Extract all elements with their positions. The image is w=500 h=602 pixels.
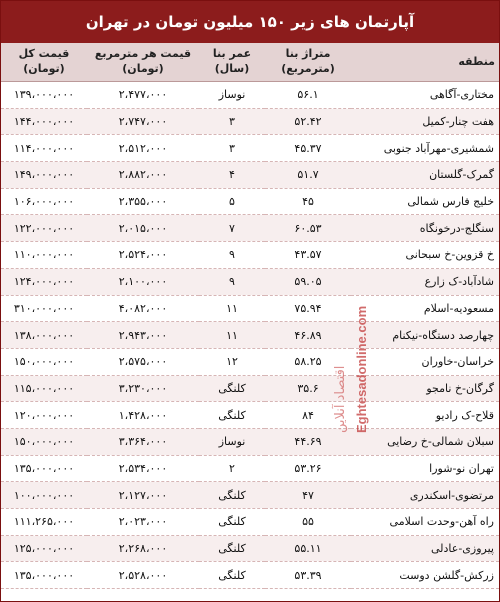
table-row	[1, 322, 499, 349]
cell-age: ۱۱	[199, 295, 265, 322]
cell-price-per-m2: ۲،۰۲۳،۰۰۰	[87, 509, 199, 536]
header-price-per-m2: قیمت هر مترمربع (تومان)	[87, 43, 199, 82]
cell-price-per-m2: ۳،۳۶۴،۰۰۰	[87, 428, 199, 455]
cell-price-per-m2: ۲،۲۶۸،۰۰۰	[87, 535, 199, 562]
cell-size: ۵۵	[265, 509, 351, 536]
cell-price-per-m2: ۲،۸۸۲،۰۰۰	[87, 162, 199, 189]
cell-total-price: ۱۴۴،۰۰۰،۰۰۰	[1, 108, 87, 135]
table-row	[1, 188, 499, 215]
cell-size: ۴۶.۸۹	[265, 322, 351, 349]
cell-price-per-m2: ۲،۵۲۸،۰۰۰	[87, 562, 199, 589]
cell-age: ۱۲	[199, 348, 265, 375]
cell-size: ۵۳.۳۹	[265, 562, 351, 589]
cell-area: مرتضوی-اسکندری	[351, 482, 499, 509]
table-title: آپارتمان های زیر ۱۵۰ میلیون تومان در تهران	[1, 1, 499, 43]
table-row	[1, 482, 499, 509]
table-row	[1, 455, 499, 482]
cell-price-per-m2: ۲،۱۲۷،۰۰۰	[87, 482, 199, 509]
cell-size: ۷۵.۹۴	[265, 295, 351, 322]
cell-area: سبلان شمالی-خ رضایی	[351, 428, 499, 455]
cell-area: سنگلج-درخونگاه	[351, 215, 499, 242]
cell-size: ۸۴	[265, 402, 351, 429]
cell-size: ۵۶.۱	[265, 82, 351, 109]
cell-price-per-m2: ۲،۰۱۵،۰۰۰	[87, 215, 199, 242]
cell-size: ۵۳.۲۶	[265, 455, 351, 482]
header-total-price: قیمت کل (تومان)	[1, 43, 87, 82]
cell-area: قلاح-ک رادیو	[351, 402, 499, 429]
cell-age: نوساز	[199, 82, 265, 109]
cell-total-price: ۱۲۴،۰۰۰،۰۰۰	[1, 268, 87, 295]
cell-total-price: ۱۱۴،۰۰۰،۰۰۰	[1, 135, 87, 162]
cell-total-price: ۱۵۰،۰۰۰،۰۰۰	[1, 348, 87, 375]
watermark-site: Eghtesadonline.com	[354, 305, 369, 433]
table-row	[1, 135, 499, 162]
cell-total-price: ۱۴۹،۰۰۰،۰۰۰	[1, 162, 87, 189]
cell-total-price: ۱۲۵،۰۰۰،۰۰۰	[1, 535, 87, 562]
cell-area: هفت چنار-کمیل	[351, 108, 499, 135]
cell-total-price: ۱۳۵،۰۰۰،۰۰۰	[1, 562, 87, 589]
cell-size: ۵۹.۰۵	[265, 268, 351, 295]
table-row	[1, 562, 499, 589]
table-body	[1, 82, 499, 589]
table-row	[1, 402, 499, 429]
cell-total-price: ۱۲۲،۰۰۰،۰۰۰	[1, 215, 87, 242]
cell-size: ۶۰.۵۳	[265, 215, 351, 242]
table-row	[1, 535, 499, 562]
cell-total-price: ۳۱۰،۰۰۰،۰۰۰	[1, 295, 87, 322]
cell-age: ۹	[199, 268, 265, 295]
cell-size: ۵۸.۲۵	[265, 348, 351, 375]
cell-total-price: ۱۰۰،۰۰۰،۰۰۰	[1, 482, 87, 509]
cell-area: مسعودیه-اسلام	[351, 295, 499, 322]
cell-price-per-m2: ۲،۵۱۲،۰۰۰	[87, 135, 199, 162]
table-row	[1, 268, 499, 295]
header-size: متراژ بنا (مترمربع)	[265, 43, 351, 82]
cell-size: ۵۱.۷	[265, 162, 351, 189]
cell-area: خ قزوین-خ سبحانی	[351, 242, 499, 269]
table-row	[1, 162, 499, 189]
cell-total-price: ۱۳۸،۰۰۰،۰۰۰	[1, 322, 87, 349]
header-area: منطقه	[351, 43, 499, 82]
table-row	[1, 242, 499, 269]
cell-price-per-m2: ۲،۹۴۳،۰۰۰	[87, 322, 199, 349]
table-row	[1, 82, 499, 109]
cell-price-per-m2: ۲،۷۴۷،۰۰۰	[87, 108, 199, 135]
cell-size: ۳۵.۶	[265, 375, 351, 402]
cell-size: ۴۵.۳۷	[265, 135, 351, 162]
cell-total-price: ۱۳۹،۰۰۰،۰۰۰	[1, 82, 87, 109]
cell-size: ۴۷	[265, 482, 351, 509]
cell-price-per-m2: ۲،۱۰۰،۰۰۰	[87, 268, 199, 295]
table-row	[1, 428, 499, 455]
cell-area: خراسان-خاوران	[351, 348, 499, 375]
table-row	[1, 215, 499, 242]
cell-price-per-m2: ۳،۲۳۰،۰۰۰	[87, 375, 199, 402]
cell-size: ۴۳.۵۷	[265, 242, 351, 269]
cell-price-per-m2: ۲،۵۷۵،۰۰۰	[87, 348, 199, 375]
cell-size: ۵۲.۴۲	[265, 108, 351, 135]
cell-total-price: ۱۲۰،۰۰۰،۰۰۰	[1, 402, 87, 429]
cell-area: چهارصد دستگاه-نیکنام	[351, 322, 499, 349]
cell-price-per-m2: ۲،۳۵۵،۰۰۰	[87, 188, 199, 215]
cell-area: خلیج فارس شمالی	[351, 188, 499, 215]
cell-price-per-m2: ۲،۵۲۴،۰۰۰	[87, 242, 199, 269]
table-row	[1, 108, 499, 135]
cell-age: کلنگی	[199, 535, 265, 562]
cell-size: ۴۴.۶۹	[265, 428, 351, 455]
cell-age: ۳	[199, 108, 265, 135]
cell-age: کلنگی	[199, 509, 265, 536]
cell-age: نوساز	[199, 428, 265, 455]
cell-area: تهران نو-شورا	[351, 455, 499, 482]
cell-area: زرکش-گلشن دوست	[351, 562, 499, 589]
cell-age: کلنگی	[199, 402, 265, 429]
cell-total-price: ۱۱۱،۲۶۵،۰۰۰	[1, 509, 87, 536]
cell-price-per-m2: ۲،۵۳۴،۰۰۰	[87, 455, 199, 482]
cell-age: کلنگی	[199, 562, 265, 589]
cell-area: شادآباد-ک زارع	[351, 268, 499, 295]
cell-age: کلنگی	[199, 375, 265, 402]
cell-area: مختاری-آگاهی	[351, 82, 499, 109]
table-row	[1, 375, 499, 402]
cell-age: ۹	[199, 242, 265, 269]
cell-area: راه آهن-وحدت اسلامی	[351, 509, 499, 536]
cell-price-per-m2: ۴،۰۸۲،۰۰۰	[87, 295, 199, 322]
cell-age: ۳	[199, 135, 265, 162]
cell-size: ۴۵	[265, 188, 351, 215]
apartment-price-table	[1, 43, 499, 589]
cell-total-price: ۱۳۵،۰۰۰،۰۰۰	[1, 455, 87, 482]
table-row	[1, 295, 499, 322]
cell-price-per-m2: ۱،۴۲۸،۰۰۰	[87, 402, 199, 429]
cell-age: ۲	[199, 455, 265, 482]
cell-age: ۷	[199, 215, 265, 242]
cell-age: کلنگی	[199, 482, 265, 509]
cell-total-price: ۱۵۰،۰۰۰،۰۰۰	[1, 428, 87, 455]
cell-total-price: ۱۱۵،۰۰۰،۰۰۰	[1, 375, 87, 402]
cell-total-price: ۱۰۶،۰۰۰،۰۰۰	[1, 188, 87, 215]
cell-area: پیروزی-عادلی	[351, 535, 499, 562]
cell-size: ۵۵.۱۱	[265, 535, 351, 562]
watermark-text: اقتصاد آنلاین	[333, 365, 348, 433]
cell-age: ۵	[199, 188, 265, 215]
cell-price-per-m2: ۲،۴۷۷،۰۰۰	[87, 82, 199, 109]
cell-age: ۱۱	[199, 322, 265, 349]
header-age: عمر بنا (سال)	[199, 43, 265, 82]
table-row	[1, 348, 499, 375]
table-row	[1, 509, 499, 536]
cell-age: ۴	[199, 162, 265, 189]
cell-area: گمرک-گلستان	[351, 162, 499, 189]
cell-area: شمشیری-مهرآباد جنوبی	[351, 135, 499, 162]
cell-total-price: ۱۱۰،۰۰۰،۰۰۰	[1, 242, 87, 269]
header-row	[1, 43, 499, 82]
cell-area: گرگان-خ نامجو	[351, 375, 499, 402]
